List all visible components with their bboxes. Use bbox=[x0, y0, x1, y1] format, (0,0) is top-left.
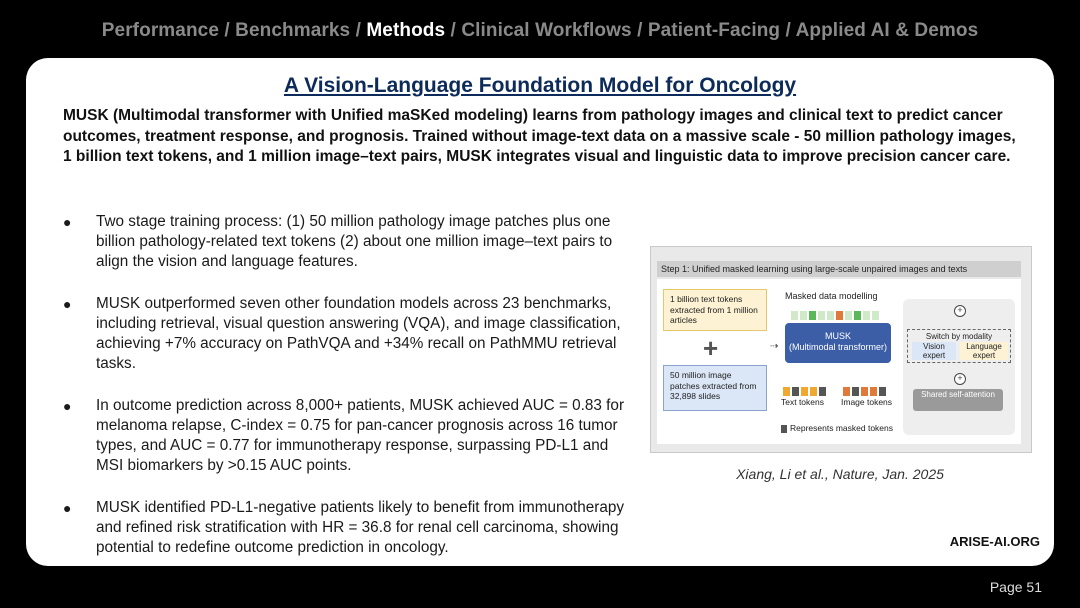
nav-item-clinical-workflows[interactable]: Clinical Workflows bbox=[461, 20, 632, 41]
image-source-box: 50 million image patches extracted from 32,898 slides bbox=[663, 365, 767, 411]
legend bbox=[781, 423, 893, 433]
nav-separator: / bbox=[219, 20, 236, 41]
text-token bbox=[801, 387, 808, 396]
page-number: Page 51 bbox=[989, 579, 1042, 595]
output-token bbox=[863, 311, 870, 320]
image-token bbox=[843, 387, 850, 396]
language-expert: Language expert bbox=[960, 342, 1008, 360]
expert-block bbox=[903, 299, 1015, 435]
bullet-text: Two stage training process: (1) 50 million pathology image patches plus one billion pathology-related text tokens (2) about one million image–text pairs to align the vision and language features. bbox=[96, 213, 613, 270]
modality-switch-box bbox=[907, 329, 1011, 363]
text-token-row bbox=[783, 383, 828, 392]
image-token bbox=[861, 387, 868, 396]
text-tokens-label: Text tokens bbox=[781, 397, 824, 407]
figure-header: Step 1: Unified masked learning using large-scale unpaired images and texts bbox=[657, 261, 1021, 277]
output-token bbox=[854, 311, 861, 320]
brand-logo: ARISE-AI.ORG bbox=[949, 534, 1040, 549]
nav-item-methods[interactable]: Methods bbox=[366, 20, 446, 41]
section-nav bbox=[0, 20, 1080, 42]
nav-separator: / bbox=[780, 20, 796, 41]
masked-modelling-label: Masked data modelling bbox=[785, 291, 878, 301]
masked-token bbox=[792, 387, 799, 396]
bullet-dot: ● bbox=[63, 500, 72, 516]
output-token bbox=[800, 311, 807, 320]
bullet-dot: ● bbox=[63, 296, 72, 312]
nav-item-applied-ai-demos[interactable]: Applied AI & Demos bbox=[795, 20, 979, 41]
text-token bbox=[783, 387, 790, 396]
nav-item-performance[interactable]: Performance bbox=[101, 20, 220, 41]
text-token bbox=[810, 387, 817, 396]
bullet-dot: ● bbox=[63, 214, 72, 230]
masked-token bbox=[852, 387, 859, 396]
bullet-dot: ● bbox=[63, 398, 72, 414]
model-subtitle: (Multimodal transformer) bbox=[788, 342, 888, 352]
switch-label: Switch by modality bbox=[925, 332, 993, 341]
architecture-figure bbox=[650, 246, 1032, 453]
output-token bbox=[791, 311, 798, 320]
bullet-text: In outcome prediction across 8,000+ patients, MUSK achieved AUC = 0.83 for melanoma relapse, C-index = 0.75 for pan-cancer prognosis across 16 tumor types, and AUC = 0.77 for immunotherapy response, surpassing PD-L1 and MSI biomarkers by >0.15 AUC points. bbox=[96, 397, 625, 474]
bullet-item bbox=[63, 294, 633, 374]
bullet-list bbox=[63, 212, 633, 580]
nav-separator: / bbox=[631, 20, 648, 41]
image-token-row bbox=[843, 383, 888, 392]
figure-caption: Xiang, Li et al., Nature, Jan. 2025 bbox=[736, 466, 944, 482]
slide-intro: MUSK (Multimodal transformer with Unified maSKed modeling) learns from pathology images and clinical text to predict cancer outcomes, treatment response, and prognosis. Trained without image-text data on a massive scale - 50 million pathology images, 1 billion text tokens, and 1 million image–text pairs, MUSK integrates visual and linguistic data to improve precision cancer care. bbox=[63, 107, 1016, 165]
output-token bbox=[818, 311, 825, 320]
bullet-item bbox=[63, 396, 633, 476]
nav-item-benchmarks[interactable]: Benchmarks bbox=[235, 20, 351, 41]
image-token bbox=[870, 387, 877, 396]
add-node-icon: + bbox=[954, 305, 966, 317]
add-node-icon: + bbox=[954, 373, 966, 385]
nav-separator: / bbox=[350, 20, 367, 41]
shared-attention-block: Shared self-attention bbox=[913, 389, 1003, 411]
bullet-item bbox=[63, 498, 633, 558]
figure-body bbox=[657, 279, 1021, 444]
output-token bbox=[827, 311, 834, 320]
nav-separator: / bbox=[445, 20, 462, 41]
masked-token bbox=[819, 387, 826, 396]
output-token bbox=[836, 311, 843, 320]
output-token bbox=[809, 311, 816, 320]
slide-title: A Vision-Language Foundation Model for Oncology bbox=[283, 74, 797, 97]
masked-token bbox=[879, 387, 886, 396]
nav-item-patient-facing[interactable]: Patient-Facing bbox=[647, 20, 781, 41]
bullet-text: MUSK outperformed seven other foundation models across 23 benchmarks, including retrieval, visual question answering (VQA), and image classification, achieving +7% accuracy on PathVQA and +34% recall on PathMMU retrieval tasks. bbox=[96, 295, 621, 372]
bullet-text: MUSK identified PD-L1-negative patients likely to benefit from immunotherapy and refined risk stratification with HR = 36.8 for renal cell carcinoma, showing potential to redefine outcome prediction in oncology. bbox=[96, 499, 624, 556]
musk-model-block bbox=[785, 323, 891, 363]
text-source-box: 1 billion text tokens extracted from 1 million articles bbox=[663, 289, 767, 331]
masked-token-swatch bbox=[781, 425, 787, 433]
output-token-row bbox=[791, 307, 881, 316]
image-tokens-label: Image tokens bbox=[841, 397, 893, 407]
arrow-right-icon: ⇢ bbox=[770, 341, 779, 352]
bullet-item bbox=[63, 212, 633, 272]
output-token bbox=[845, 311, 852, 320]
plus-icon: + bbox=[703, 333, 719, 363]
output-token bbox=[872, 311, 879, 320]
legend-label: Represents masked tokens bbox=[790, 423, 893, 433]
vision-expert: Vision expert bbox=[912, 342, 956, 360]
model-name: MUSK bbox=[824, 331, 851, 341]
